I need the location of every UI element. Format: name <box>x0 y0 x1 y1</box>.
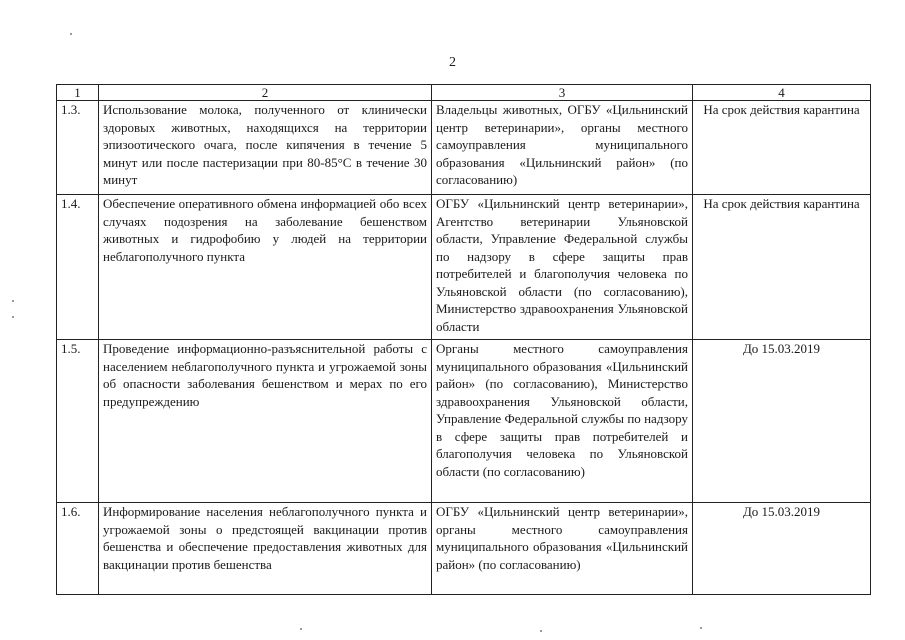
event-description: Проведение информационно-разъяснительной работы с населением неблагополучного пункта и угрожаемой зоны об опасности заболевания бешенством и мерах по его предупреждению <box>99 340 432 503</box>
column-header-executors: 3 <box>432 85 693 101</box>
table-row <box>57 340 871 503</box>
row-number: 1.3. <box>57 101 99 195</box>
term: До 15.03.2019 <box>693 503 871 595</box>
scan-speck <box>70 33 72 35</box>
executors: ОГБУ «Цильнинский центр ветеринарии», органы местного самоуправления муниципального образования «Цильнинский район» (по согласованию) <box>432 503 693 595</box>
row-number: 1.5. <box>57 340 99 503</box>
column-header-term: 4 <box>693 85 871 101</box>
column-header-number: 1 <box>57 85 99 101</box>
table-header-row <box>57 85 871 101</box>
event-description: Использование молока, полученного от клинически здоровых животных, находящихся на территории эпизоотического очага, после кипячения в течение 5 минут или после пастеризации при 80-85°С в течение 30 минут <box>99 101 432 195</box>
row-number: 1.6. <box>57 503 99 595</box>
scan-speck <box>12 316 14 318</box>
scan-speck <box>300 628 302 630</box>
scan-speck <box>700 627 702 629</box>
table-row <box>57 101 871 195</box>
event-description: Обеспечение оперативного обмена информацией обо всех случаях подозрения на заболевание бешенством животных и гидрофобию у людей на территории неблагополучного пункта <box>99 195 432 340</box>
table-row <box>57 195 871 340</box>
scan-speck <box>12 300 14 302</box>
executors: Органы местного самоуправления муниципального образования «Цильнинский район» (по согласованию), Министерство здравоохранения Ульяновской области, Управление Федеральной службы по надзору в сфере защиты прав потребителей и благополучия человека по Ульяновской области (по согласованию) <box>432 340 693 503</box>
row-number: 1.4. <box>57 195 99 340</box>
executors: Владельцы животных, ОГБУ «Цильнинский центр ветеринарии», органы местного самоуправления муниципального образования «Цильнинский район» (по согласованию) <box>432 101 693 195</box>
column-header-event: 2 <box>99 85 432 101</box>
executors: ОГБУ «Цильнинский центр ветеринарии», Агентство ветеринарии Ульяновской области, Управление Федеральной службы по надзору в сфере защиты прав потребителей и благополучия человека по Ульяновской области (по согласованию), Министерство здравоохранения Ульяновской области <box>432 195 693 340</box>
term: До 15.03.2019 <box>693 340 871 503</box>
measures-table <box>56 84 871 595</box>
page-number: 2 <box>449 55 456 70</box>
term: На срок действия карантина <box>693 195 871 340</box>
term: На срок действия карантина <box>693 101 871 195</box>
table-row <box>57 503 871 595</box>
event-description: Информирование населения неблагополучного пункта и угрожаемой зоны о предстоящей вакцинации против бешенства и обеспечение предоставления животных для вакцинации против бешенства <box>99 503 432 595</box>
scan-speck <box>540 630 542 632</box>
